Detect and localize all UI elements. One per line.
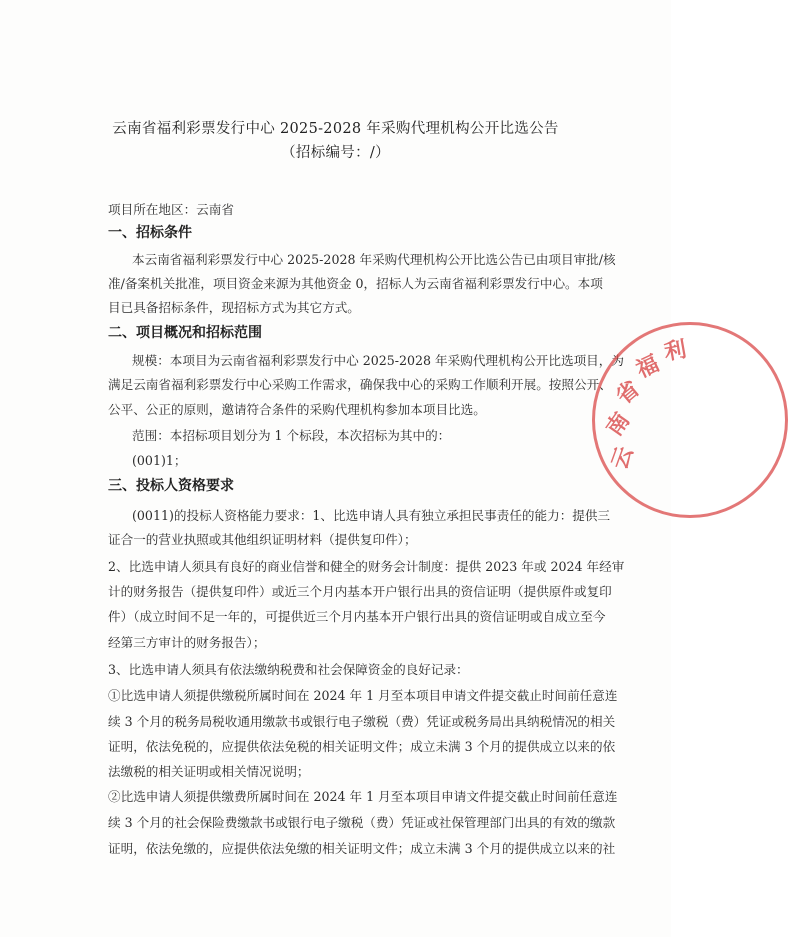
- seal-char: 福: [632, 351, 664, 384]
- paragraph-line: 证明，依法免税的，应提供依法免税的相关证明文件；成立未满 3 个月的提供成立以来的依: [108, 739, 616, 754]
- paragraph-line: ②比选申请人须提供缴费所属时间在 2024 年 1 月至本项目申请文件提交截止时间前任意连: [108, 789, 618, 804]
- paragraph-line: (0011)的投标人资格能力要求：1、比选申请人具有独立承担民事责任的能力：提供三: [132, 508, 611, 523]
- paragraph-line: 经第三方审计的财务报告）；: [108, 635, 266, 650]
- paragraph-line: 计的财务报告（提供复印件）或近三个月内基本开户银行出具的资信证明（提供原件或复印: [108, 584, 612, 599]
- paragraph-line: 件）（成立时间不足一年的，可提供近三个月内基本开户银行出具的资信证明或自成立至今: [108, 609, 606, 624]
- seal-char: 南: [602, 408, 636, 441]
- paragraph-line: 本云南省福利彩票发行中心 2025-2028 年采购代理机构公开比选公告已由项目审批/核: [132, 252, 616, 267]
- bid-number: （招标编号：/）: [281, 145, 390, 161]
- paragraph-line: 法缴税的相关证明或相关情况说明；: [108, 764, 310, 779]
- paragraph-line: ①比选申请人须提供缴税所属时间在 2024 年 1 月至本项目申请文件提交截止时间前任意连: [108, 688, 618, 703]
- section-heading-3: 三、投标人资格要求: [108, 478, 234, 494]
- paragraph-line: 目已具备招标条件，现招标方式为其它方式。: [108, 300, 360, 315]
- paragraph-line: 续 3 个月的税务局税收通用缴款书或银行电子缴税（费）凭证或税务局出具纳税情况的相关: [108, 714, 616, 729]
- paragraph-line: 规模：本项目为云南省福利彩票发行中心 2025-2028 年采购代理机构公开比选项目，为: [132, 353, 624, 368]
- paragraph-line: 公平、公正的原则，邀请符合条件的采购代理机构参加本项目比选。: [108, 402, 486, 417]
- paragraph-line: (001)1；: [132, 453, 187, 468]
- section-heading-2: 二、项目概况和招标范围: [108, 325, 262, 341]
- paragraph-line: 3、比选申请人须具有依法缴纳税费和社会保障资金的良好记录：: [108, 662, 469, 677]
- paragraph-line: 满足云南省福利彩票发行中心采购工作需求，确保我中心的采购工作顺利开展。按照公开、: [108, 377, 612, 392]
- region-line: 项目所在地区：云南省: [108, 202, 234, 217]
- paragraph-line: 证合一的营业执照或其他组织证明材料（提供复印件）；: [108, 532, 417, 547]
- seal-text-group: [592, 322, 782, 512]
- seal-char: 利: [662, 337, 689, 366]
- paragraph-line: 准/备案机关批准，项目资金来源为其他资金 0，招标人为云南省福利彩票发行中心。本项: [108, 276, 603, 291]
- paragraph-line: 证明，依法免缴的，应提供依法免缴的相关证明文件；成立未满 3 个月的提供成立以来的社: [108, 841, 616, 856]
- document-title: 云南省福利彩票发行中心 2025-2028 年采购代理机构公开比选公告: [112, 121, 559, 137]
- paragraph-line: 2、比选申请人须具有良好的商业信誉和健全的财务会计制度：提供 2023 年或 2024 年经审: [108, 559, 625, 574]
- seal-char: 省: [611, 376, 645, 410]
- section-heading-1: 一、招标条件: [108, 225, 192, 241]
- paragraph-line: 续 3 个月的社会保险费缴款书或银行电子缴税（费）凭证或社保管理部门出具的有效的缴款: [108, 815, 616, 830]
- paragraph-line: 范围：本招标项目划分为 1 个标段，本次招标为其中的：: [132, 428, 451, 443]
- seal-char: 云: [607, 443, 639, 473]
